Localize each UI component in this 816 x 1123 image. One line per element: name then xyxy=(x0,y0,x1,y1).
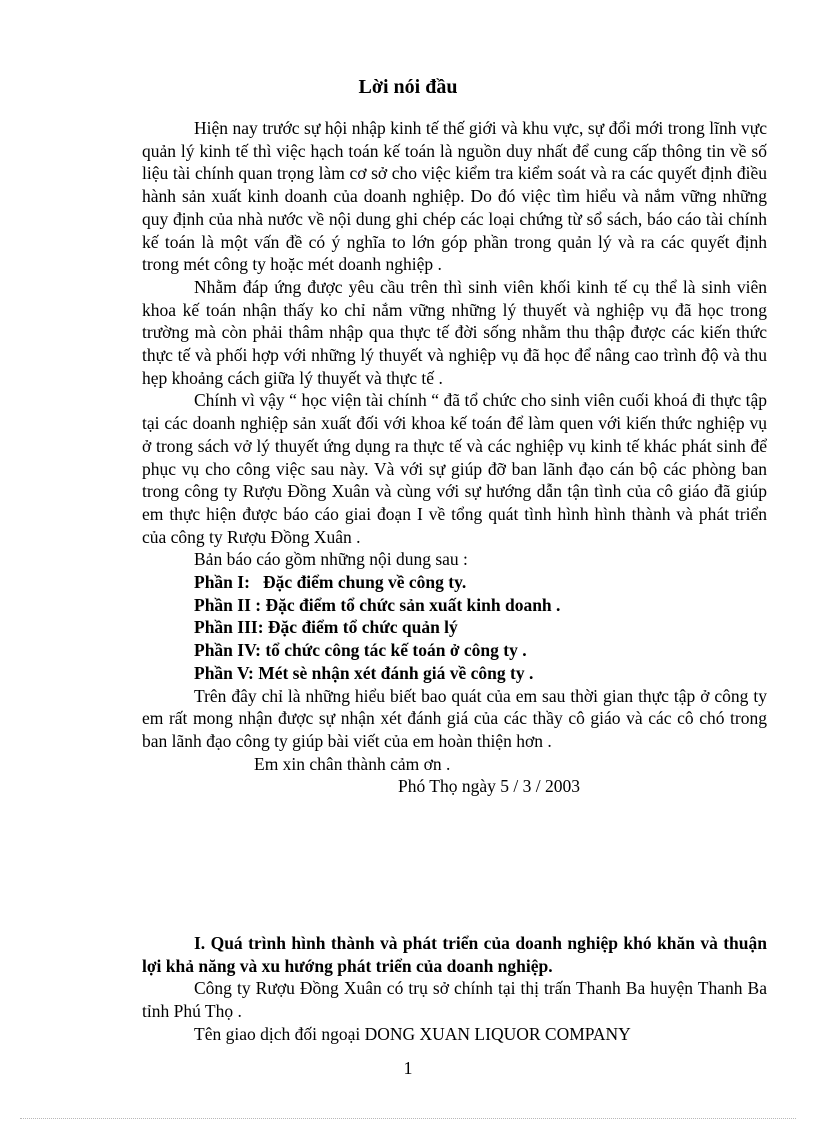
page-title: Lời nói đầu xyxy=(358,76,458,98)
section-paragraph-1: Công ty Rượu Đồng Xuân có trụ sở chính tại thị trấn Thanh Ba huyện Thanh Ba tỉnh Phú Thọ . xyxy=(142,978,767,1022)
section-paragraph-2: Tên giao dịch đối ngoại DONG XUAN LIQUOR COMPANY xyxy=(194,1023,631,1044)
paragraph-1: Hiện nay trước sự hội nhập kinh tế thế giới và khu vực, sự đổi mới trong lĩnh vực quản lý kinh tế thì việc hạch toán kế toán là nguồn duy nhất để cung cấp thông tin về số liệu tài chính quan trọng làm cơ sở cho việc kiểm tra kiểm soát và ra các quyết định điều hành sản xuất kinh doanh của doanh nghiệp. Do đó việc tìm hiểu và nắm vững những quy định của nhà nước về nội dung ghi chép các loại chứng từ sổ sách, báo cáo tài chính kế toán là một vấn đề có ý nghĩa to lớn góp phần trong quản lý và ra các quyết định trong mét công ty hoặc mét doanh nghiệp . xyxy=(142,118,767,275)
contents-item-3: Phần III: Đặc điểm tổ chức quản lý xyxy=(194,617,458,638)
place-date-line: Phó Thọ ngày 5 / 3 / 2003 xyxy=(398,776,580,797)
section-heading: I. Quá trình hình thành và phát triển của doanh nghiệp khó khăn và thuận lợi khả năng và xu hướng phát triển của doanh nghiệp. xyxy=(142,933,767,976)
contents-item-4: Phần IV: tổ chức công tác kế toán ở công ty . xyxy=(194,640,527,661)
closing-paragraph: Trên đây chỉ là những hiểu biết bao quát của em sau thời gian thực tập ở công ty em rất mong nhận được sự nhận xét đánh giá của các thầy cô giáo và các cô chó trong ban lãnh đạo công ty giúp bài viết của em hoàn thiện hơn . xyxy=(142,685,767,751)
contents-item-2: Phần II : Đặc điểm tổ chức sản xuất kinh doanh . xyxy=(194,594,561,615)
document-body xyxy=(142,117,767,798)
paragraph-2: Nhằm đáp ứng được yêu cầu trên thì sinh viên khối kinh tế cụ thể là sinh viên khoa kế toán nhận thấy ko chỉ nắm vững những lý thuyết và nghiệp vụ đã học trong trường mà còn phải thâm nhập qua thực tế đời sống nhằm thu thập được các kiến thức thực tế và phối hợp với những lý thuyết và nghiệp vụ đã học để nâng cao trình độ và thu hẹp khoảng cách giữa lý thuyết và thực tế . xyxy=(142,276,767,388)
paragraph-3: Chính vì vậy “ học viện tài chính “ đã tổ chức cho sinh viên cuối khoá đi thực tập tại các doanh nghiệp sản xuất đối với khoa kế toán để làm quen với kiến thức nghiệp vụ ở trong sách vở lý thuyết ứng dụng ra thực tế và các nghiệp vụ kinh tế khác phát sinh để phục vụ cho công việc sau này. Và với sự giúp đỡ ban lãnh đạo cán bộ các phòng ban trong công ty Rượu Đồng Xuân và cùng với sự hướng dẫn tận tình của cô giáo đã giúp em thực hiện được báo cáo giai đoạn I về tổng quát tình hình hình thành và phát triển của công ty Rượu Đồng Xuân . xyxy=(142,390,767,547)
page-number: 1 xyxy=(403,1058,413,1078)
page-bottom-divider xyxy=(20,1118,796,1119)
contents-item-1: Phần I: Đặc điểm chung về công ty. xyxy=(194,572,467,593)
contents-item-5: Phần V: Mét sè nhận xét đánh giá về công ty . xyxy=(194,662,534,683)
contents-intro: Bản báo cáo gồm những nội dung sau : xyxy=(194,549,468,570)
thanks-line: Em xin chân thành cảm ơn . xyxy=(254,753,451,774)
section-one xyxy=(142,932,767,1046)
closing-block xyxy=(142,753,767,798)
